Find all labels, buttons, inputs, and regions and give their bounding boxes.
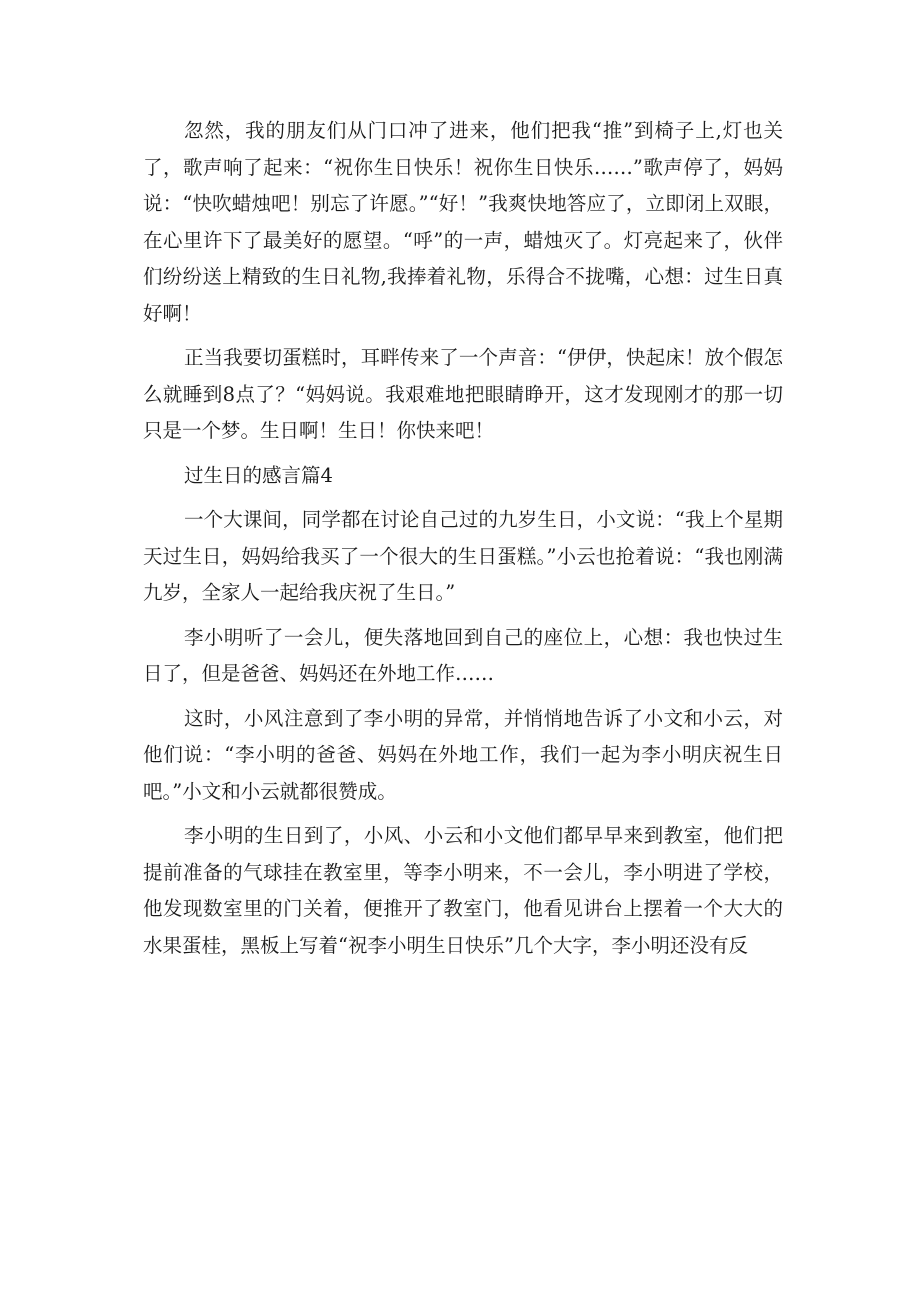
paragraph: 忽然，我的朋友们从门口冲了进来，他们把我“推”到椅子上,灯也关了，歌声响了起来：“祝你生日快乐！祝你生日快乐……”歌声停了，妈妈说：“快吹蜡烛吧！别忘了许愿。”“好！”我爽快地答应了，立即闭上双眼，在心里许下了最美好的愿望。“呼”的一声，蜡烛灭了。灯亮起来了，伙伴们纷纷送上精致的生日礼物,我捧着礼物，乐得合不拢嘴，心想：过生日真好啊！ [143, 119, 783, 325]
paragraph: 李小明听了一会儿，便失落地回到自己的座位上，心想：我也快过生日了，但是爸爸、妈妈还在外地工作…… [143, 625, 783, 685]
paragraph: 正当我要切蛋糕时，耳畔传来了一个声音：“伊伊，快起床！放个假怎么就睡到8点了？“妈妈说。我艰难地把眼睛睁开，这才发现刚才的那一切只是一个梦。生日啊！生日！你快来吧！ [143, 346, 783, 442]
paragraph: 这时，小风注意到了李小明的异常，并悄悄地告诉了小文和小云，对他们说：“李小明的爸爸、妈妈在外地工作，我们一起为李小明庆祝生日吧。”小文和小云就都很赞成。 [143, 706, 783, 803]
document-body [143, 113, 783, 972]
paragraph: 李小明的生日到了，小风、小云和小文他们都早早来到教室，他们把提前准备的气球挂在教室里，等李小明来，不一会儿，李小明进了学校，他发现数室里的门关着，便推开了教室门，他看见讲台上摆着一个大大的水果蛋桂，黑板上写着“祝李小明生日快乐”几个大字，李小明还没有反 [143, 824, 783, 957]
paragraph: 一个大课间，同学都在讨论自己过的九岁生日，小文说：“我上个星期天过生日，妈妈给我买了一个很大的生日蛋糕。”小云也抢着说：“我也刚满九岁，全家人一起给我庆祝了生日。” [143, 508, 783, 604]
section-heading: 过生日的感言篇4 [183, 463, 333, 487]
